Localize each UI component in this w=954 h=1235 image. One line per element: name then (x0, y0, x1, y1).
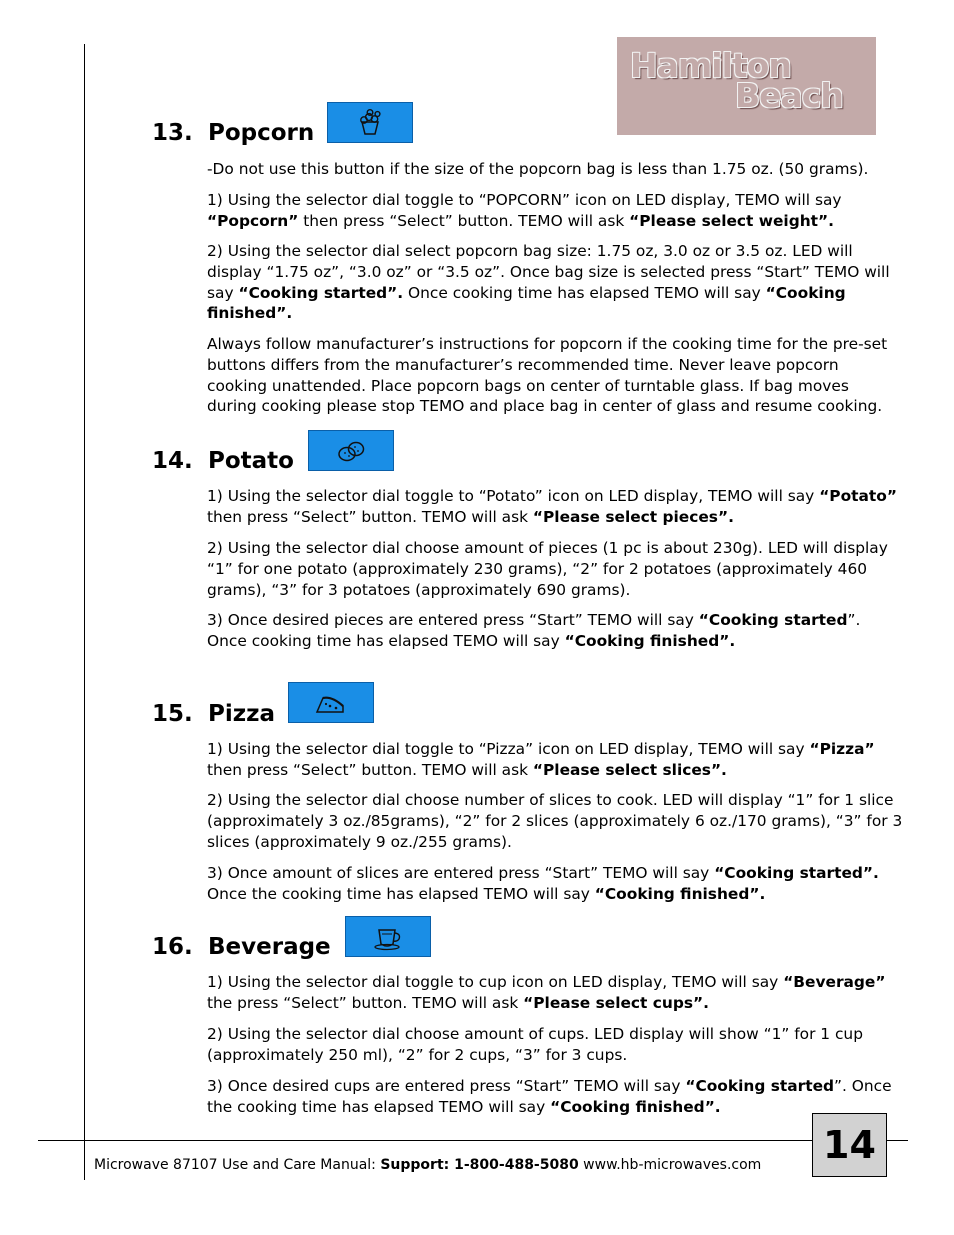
section-heading-potato (152, 447, 294, 475)
beverage-paragraph-1: 1) Using the selector dial toggle to cup icon on LED display, TEMO will say “Beverage” the press “Select” button. TEMO will ask “Please select cups”. (207, 973, 886, 1012)
popcorn-icon (353, 108, 387, 138)
potato-paragraph-1: 1) Using the selector dial toggle to “Potato” icon on LED display, TEMO will say “Potato” then press “Select” button. TEMO will ask “Please select pieces”. (207, 487, 897, 526)
section-heading-beverage (152, 933, 331, 961)
popcorn-paragraph-4: Always follow manufacturer’s instructions for popcorn if the cooking time for the pre-set buttons differs from the manufacturer’s recommended time. Never leave popcorn cooking unattended. Place popcorn bags on center of turntable glass. If bag moves during cooking please stop TEMO and place bag in center of glass and resume cooking. (207, 335, 888, 416)
footer-prefix: Microwave 87107 Use and Care Manual: (94, 1157, 381, 1173)
potato-button (308, 430, 394, 471)
section-title: Pizza (208, 701, 276, 727)
beverage-paragraph-2: 2) Using the selector dial choose amount of cups. LED display will show “1” for 1 cup (approximately 250 ml), “2” for 2 cups, “3” for 3 cups. (207, 1025, 863, 1064)
section-title: Potato (208, 448, 294, 474)
section-number: 14. (152, 448, 193, 474)
potato-paragraph-2: 2) Using the selector dial choose amount of pieces (1 pc is about 230g). LED will display “1” for one potato (approximately 230 grams), “2” for 2 potatoes (approximately 460 grams), “3” for 3 potatoes (approximately 690 grams). (207, 539, 888, 599)
footer-text (94, 1157, 761, 1173)
pizza-button (288, 682, 374, 723)
pizza-slice-icon (314, 688, 348, 718)
footer-support-phone: Support: 1-800-488-5080 (380, 1157, 579, 1173)
section-title: Popcorn (208, 120, 315, 146)
footer-website: www.hb-microwaves.com (578, 1157, 762, 1173)
popcorn-paragraph-1: -Do not use this button if the size of the popcorn bag is less than 1.75 oz. (50 grams). (207, 160, 869, 178)
potato-icon (334, 436, 368, 466)
pizza-paragraph-3: 3) Once amount of slices are entered press “Start” TEMO will say “Cooking started”. Once the cooking time has elapsed TEMO will say “Cooking finished”. (207, 864, 879, 903)
footer-rule (38, 1140, 908, 1141)
section-title: Beverage (208, 934, 331, 960)
cup-icon (371, 922, 405, 952)
popcorn-button (327, 102, 413, 143)
popcorn-paragraph-3: 2) Using the selector dial select popcorn bag size: 1.75 oz, 3.0 oz or 3.5 oz. LED will display “1.75 oz”, “3.0 oz” or “3.5 oz”. Once bag size is selected press “Start” TEMO will say “Cooking started”. Once cooking time has elapsed TEMO will say “Cooking finished”. (207, 242, 890, 323)
section-number: 16. (152, 934, 193, 960)
left-margin-rule (84, 44, 85, 1180)
pizza-paragraph-1: 1) Using the selector dial toggle to “Pizza” icon on LED display, TEMO will say “Pizza” then press “Select” button. TEMO will ask “Please select slices”. (207, 740, 875, 779)
section-number: 15. (152, 701, 193, 727)
beverage-button (345, 916, 431, 957)
pizza-paragraph-2: 2) Using the selector dial choose number of slices to cook. LED will display “1” for 1 slice (approximately 3 oz./85grams), “2” for 2 slices (approximately 6 oz./170 grams), “3” for 3 slices (approximately 9 oz./255 grams). (207, 791, 903, 851)
section-number: 13. (152, 120, 193, 146)
logo-line-1: Hamilton (630, 46, 791, 85)
popcorn-paragraph-2: 1) Using the selector dial toggle to “POPCORN” icon on LED display, TEMO will say “Popcorn” then press “Select” button. TEMO will ask “Please select weight”. (207, 191, 842, 230)
section-heading-popcorn (152, 119, 314, 147)
beverage-paragraph-3: 3) Once desired cups are entered press “Start” TEMO will say “Cooking started”. Once the cooking time has elapsed TEMO will say “Cooking finished”. (207, 1077, 892, 1116)
section-heading-pizza (152, 700, 275, 728)
logo-line-2: Beach (735, 76, 843, 115)
page-number: 14 (812, 1113, 887, 1177)
potato-paragraph-3: 3) Once desired pieces are entered press “Start” TEMO will say “Cooking started”. Once cooking time has elapsed TEMO will say “Cooking finished”. (207, 611, 861, 650)
hamilton-beach-logo (617, 37, 876, 135)
